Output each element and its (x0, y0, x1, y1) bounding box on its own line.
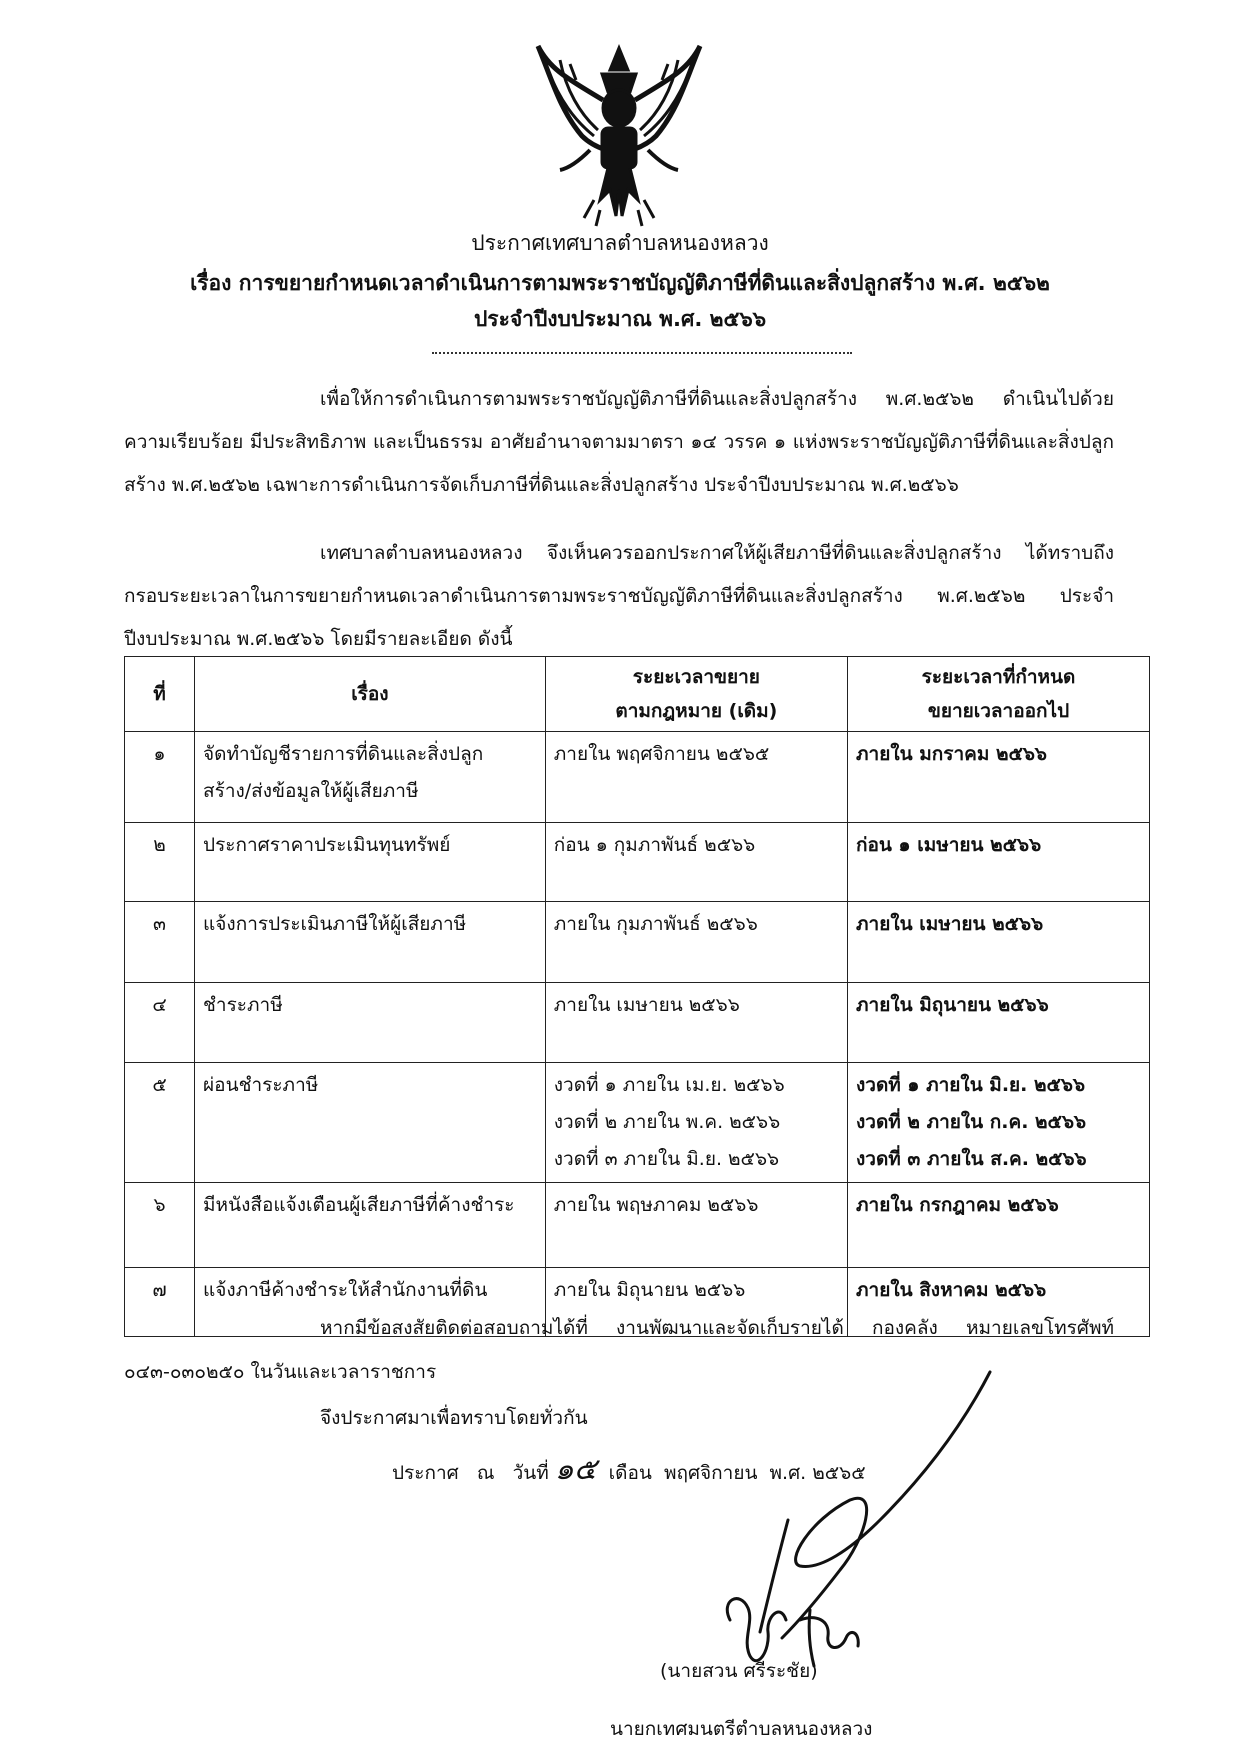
row-number: ๕ (125, 1063, 195, 1183)
header-new-period (848, 657, 1150, 732)
installment-line: งวดที่ ๓ ภายใน มิ.ย. ๒๕๖๖ (553, 1148, 780, 1170)
garuda-emblem-icon (530, 40, 708, 230)
row-old-period: ภายใน เมษายน ๒๕๖๖ (545, 983, 847, 1063)
row-number: ๖ (125, 1183, 195, 1268)
header-old-period (545, 657, 847, 732)
row-old-period (545, 1063, 847, 1183)
handwritten-signature (690, 1370, 1020, 1680)
row-number: ๑ (125, 732, 195, 823)
row-new-period: ภายใน มกราคม ๒๕๖๖ (848, 732, 1150, 823)
row-subject: ประกาศราคาประเมินทุนทรัพย์ (195, 823, 546, 902)
body-paragraph-2-text: เทศบาลตำบลหนองหลวง จึงเห็นควรออกประกาศให้ผู้เสียภาษีที่ดินและสิ่งปลูกสร้าง ได้ทราบถึงกรอบระยะเวลาในการขยายกำหนดเวลาดำเนินการตามพระราชบัญญัติภาษีที่ดินและสิ่งปลูกสร้าง พ.ศ.๒๕๖๒ ประจำปีงบประมาณ พ.ศ.๒๕๖๖ โดยมีรายละเอียด ดังนี้ (124, 542, 1114, 650)
header-old-line2: ตามกฎหมาย (เดิม) (615, 700, 778, 722)
body-paragraph-2 (124, 532, 1114, 661)
row-new-period: ภายใน สิงหาคม ๒๕๖๖ (848, 1268, 1150, 1337)
date-prefix: ประกาศ ณ วันที่ (392, 1462, 555, 1484)
body-paragraph-1 (124, 378, 1114, 507)
installment-line: งวดที่ ๒ ภายใน พ.ค. ๒๕๖๖ (553, 1111, 781, 1133)
row-old-period: ภายใน พฤษภาคม ๒๕๖๖ (545, 1183, 847, 1268)
dotted-divider (432, 352, 852, 354)
row-subject: แจ้งภาษีค้างชำระให้สำนักงานที่ดิน (195, 1268, 546, 1337)
installment-line: งวดที่ ๑ ภายใน มิ.ย. ๒๕๖๖ (856, 1074, 1086, 1096)
row-new-period: ก่อน ๑ เมษายน ๒๕๖๖ (848, 823, 1150, 902)
table-header-row (125, 657, 1150, 732)
date-day-handwritten: ๑๕ (554, 1452, 597, 1487)
announcement-subject: เรื่อง การขยายกำหนดเวลาดำเนินการตามพระราชบัญญัติภาษีที่ดินและสิ่งปลูกสร้าง พ.ศ. ๒๕๖๒ (190, 271, 1050, 295)
body-paragraph-1-text: เพื่อให้การดำเนินการตามพระราชบัญญัติภาษีที่ดินและสิ่งปลูกสร้าง พ.ศ.๒๕๖๒ ดำเนินไปด้วยความเรียบร้อย มีประสิทธิภาพ และเป็นธรรม อาศัยอำนาจตามมาตรา ๑๔ วรรค ๑ แห่งพระราชบัญญัติภาษีที่ดินและสิ่งปลูกสร้าง พ.ศ.๒๕๖๒ เฉพาะการดำเนินการจัดเก็บภาษีที่ดินและสิ่งปลูกสร้าง ประจำปีงบประมาณ พ.ศ.๒๕๖๖ (124, 388, 1114, 496)
row-subject: ชำระภาษี (195, 983, 546, 1063)
installment-line: งวดที่ ๒ ภายใน ก.ค. ๒๕๖๖ (856, 1111, 1087, 1133)
header-subject: เรื่อง (195, 657, 546, 732)
row-subject: มีหนังสือแจ้งเตือนผู้เสียภาษีที่ค้างชำระ (195, 1183, 546, 1268)
row-number: ๓ (125, 902, 195, 983)
date-suffix: เดือน พฤศจิกายน พ.ศ. ๒๕๖๕ (596, 1462, 866, 1484)
header-new-line2: ขยายเวลาออกไป (927, 700, 1070, 722)
row-number: ๗ (125, 1268, 195, 1337)
header-no: ที่ (125, 657, 195, 732)
row-new-period (848, 1063, 1150, 1183)
signer-name: (นายสวน ศรีระชัย) (660, 1660, 818, 1682)
row-old-period: ก่อน ๑ กุมภาพันธ์ ๒๕๖๖ (545, 823, 847, 902)
table-row (125, 1183, 1150, 1268)
table-row (125, 823, 1150, 902)
table-row (125, 1063, 1150, 1183)
installment-line: งวดที่ ๓ ภายใน ส.ค. ๒๕๖๖ (856, 1148, 1087, 1170)
announcement-title: ประกาศเทศบาลตำบลหนองหลวง (471, 231, 769, 255)
row-subject (195, 732, 546, 823)
contact-text: หากมีข้อสงสัยติดต่อสอบถามได้ที่ งานพัฒนาและจัดเก็บรายได้ กองคลัง หมายเลขโทรศัพท์ ๐๔๓-๐๓๐๒๕๐ ในวันและเวลาราชการ (124, 1317, 1114, 1383)
header-old-line1: ระยะเวลาขยาย (632, 666, 760, 688)
announce-closing: จึงประกาศมาเพื่อทราบโดยทั่วกัน (320, 1407, 588, 1429)
row-new-period: ภายใน กรกฎาคม ๒๕๖๖ (848, 1183, 1150, 1268)
row-new-period: ภายใน มิถุนายน ๒๕๖๖ (848, 983, 1150, 1063)
signer-title: นายกเทศมนตรีตำบลหนองหลวง (610, 1718, 873, 1740)
installment-line: งวดที่ ๑ ภายใน เม.ย. ๒๕๖๖ (553, 1074, 785, 1096)
row-number: ๒ (125, 823, 195, 902)
row-subject: แจ้งการประเมินภาษีให้ผู้เสียภาษี (195, 902, 546, 983)
row-subject: ผ่อนชำระภาษี (195, 1063, 546, 1183)
table-row (125, 902, 1150, 983)
row-number: ๔ (125, 983, 195, 1063)
row-subject-line: สร้าง/ส่งข้อมูลให้ผู้เสียภาษี (203, 780, 419, 802)
table-row (125, 983, 1150, 1063)
row-old-period: ภายใน กุมภาพันธ์ ๒๕๖๖ (545, 902, 847, 983)
row-old-period: ภายใน มิถุนายน ๒๕๖๖ (545, 1268, 847, 1337)
header-new-line1: ระยะเวลาที่กำหนด (921, 666, 1076, 688)
table-row (125, 732, 1150, 823)
fiscal-year: ประจำปีงบประมาณ พ.ศ. ๒๕๖๖ (473, 307, 767, 331)
row-subject-line: จัดทำบัญชีรายการที่ดินและสิ่งปลูก (203, 743, 484, 765)
row-old-period: ภายใน พฤศจิกายน ๒๕๖๕ (545, 732, 847, 823)
row-new-period: ภายใน เมษายน ๒๕๖๖ (848, 902, 1150, 983)
schedule-table (124, 656, 1150, 1337)
